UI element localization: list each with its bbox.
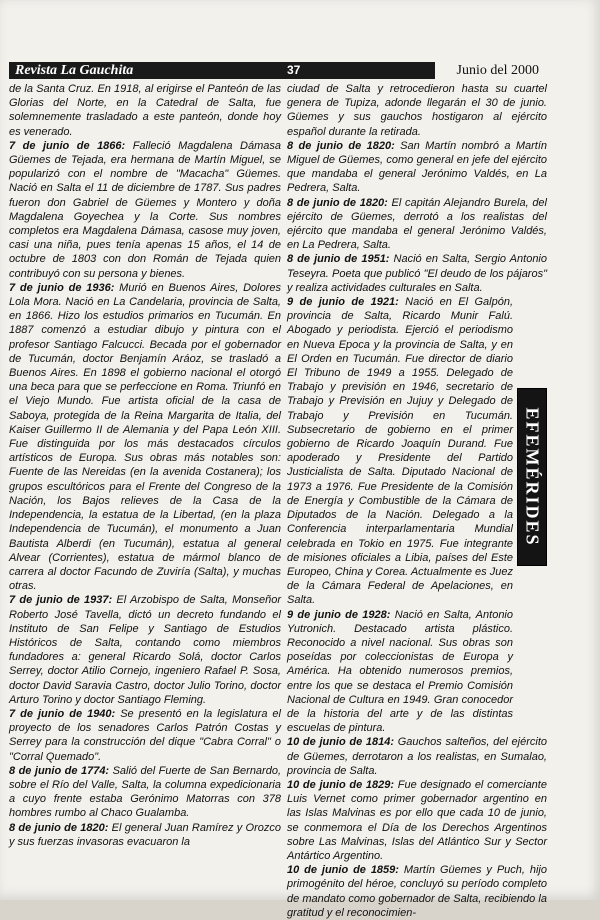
entry-date: 10 de junio de 1814: — [287, 736, 395, 749]
entry-date: 10 de junio de 1829: — [287, 778, 395, 791]
efemeride-entry — [287, 196, 547, 253]
entry-text: Falleció Magdalena Dámasa Güemes de Tejada, era hermana de Martín Miguel, se popularizó con el nombre de "Macacha" Güemes. Nació en Salta el 11 de diciembre de 1787. Sus padres fueron don Gabriel de Güemes y Montero y doña Magdalena Goyechea y la Corte. Sus nombres completos era Magdalena Dámasa, casose muy joven, casi una niña, pues tenía apenas 15 años, el 14 de octubre de 1803 con don Román de Tejada quien contribuyó con su persona y bienes. — [9, 139, 281, 280]
entry-date: 8 de junio de 1774: — [9, 764, 110, 777]
entry-text: Salió del Fuerte de San Bernardo, sobre el Río del Valle, Salta, la columna expedicionaria a cuyo frente estaba Gerónimo Matorras con 378 hombres rumbo al Chaco Gualamba. — [9, 764, 282, 820]
entry-date: 7 de junio de 1936: — [9, 281, 115, 294]
efemeride-entry — [9, 281, 281, 593]
entry-date: 9 de junio de 1928: — [287, 608, 391, 621]
entry-text: Fue designado el comerciante Luis Vernet como primer gobernador argentino en las Islas Malvinas es por ello que cada 10 de junio, se conmemora el Día de los Derechos Argentinos sobre Las Malvinas, Islas del Atlántico Sur y Sector Antártico Argentino. — [287, 778, 547, 862]
entry-text: Nació en Salta, Antonio Yutronich. Destacado artista plástico. Reconocido a nivel nacional. Sus obras son poseídas por coleccionistas de Europa y América. Ha obtenido numerosos premios, entre los que se destaca el Premio Comisión Nacional de Cultura en 1949. Gran conocedor de la historia del arte y de las distintas escuelas de pintura. — [287, 608, 513, 735]
entry-text: Nació en Salta, Sergio Antonio Teseyra. Poeta que publicó "El deudo de los pájaros" y realiza actividades culturales en Salta. — [287, 253, 547, 294]
entry-date: 7 de junio de 1937: — [9, 594, 113, 607]
entry-text: ciudad de Salta y retrocedieron hasta su cuartel genera de Tupiza, adonde llegarán el 30 de junio. Güemes y sus gauchos hostigaron al ejército español durante la retirada. — [287, 83, 547, 138]
left-column — [9, 82, 281, 852]
section-tab — [517, 388, 547, 566]
entry-text: El Arzobispo de Salta, Monseñor Roberto José Tavella, dictó un decreto fundando el Instituto de San Felipe y Santiago de Estudios Históricos de Salta, contando como miembros fundadores a: general Ricardo Solá, doctor Carlos Serrey, doctor Atilio Cornejo, ingeniero Rafael P. Sosa, doctor David Saravia Castro, doctor Julio Torino, doctor Arturo Torino y doctor Santiago Fleming. — [9, 594, 281, 706]
efemeride-entry — [287, 735, 547, 778]
entry-date: 8 de junio de 1820: — [9, 821, 109, 834]
entry-text: San Martín nombró a Martín Miguel de Güemes, como general en jefe del ejército que mandaba el general Jerónimo Valdés, en La Pedrera, Salta. — [287, 139, 547, 195]
efemeride-entry — [287, 82, 547, 139]
entry-date: 10 de junio de 1859: — [287, 864, 399, 877]
efemeride-entry — [287, 139, 547, 196]
efemeride-entry — [9, 593, 281, 707]
section-tab-label: EFEMÉRIDES — [522, 407, 543, 547]
page-number: 37 — [287, 63, 301, 77]
efemeride-entry — [9, 82, 281, 139]
entry-date: 7 de junio de 1866: — [9, 139, 126, 152]
efemeride-entry — [9, 139, 281, 281]
issue-date: Junio del 2000 — [435, 62, 543, 79]
entry-date: 8 de junio de 1820: — [287, 196, 388, 209]
efemeride-entry — [9, 821, 281, 849]
entry-text: de la Santa Cruz. En 1918, al erigirse el Panteón de las Glorias del Norte, en la Catedral de Salta, fue solemnemente trasladado a este panteón, donde hoy es venerado. — [9, 83, 281, 138]
entry-date: 9 de junio de 1921: — [287, 296, 399, 309]
efemeride-entry — [287, 778, 547, 863]
entry-date: 8 de junio de 1951: — [287, 253, 390, 266]
efemeride-entry — [287, 252, 547, 295]
efemeride-entry — [9, 764, 281, 821]
entry-text: Gauchos salteños, del ejército de Güemes, derrotaron a los realistas, en Sumalao, provincia de Salta. — [287, 736, 547, 777]
entry-date: 8 de junio de 1820: — [287, 139, 395, 152]
efemeride-entry — [9, 707, 281, 764]
magazine-title: Revista La Gauchita — [15, 63, 134, 78]
efemeride-entry — [287, 608, 513, 736]
page-header — [9, 62, 543, 79]
entry-text: Nació en El Galpón, provincia de Salta, Ricardo Munir Falú. Abogado y periodista. Ejerció el periodismo en Nueva Epoca y la provincia de Salta, y en El Orden en Tucumán. Fue director de diario El Tribuno de 1949 a 1955. Delegado de Trabajo y previsión en 1946, secretario de Trabajo y Previsión en Jujuy y Delegado de Trabajo y Previsión en Tucumán. Subsecretario de gobierno en el primer gobierno de Ricardo Joaquín Durand. Fue apoderado y Presidente del Partido Justicialista de Salta. Diputado Nacional de 1973 a 1976. Fue Presidente de la Comisión de Energía y Combustible de la Cámara de Diputados de la Nación. Delegado a la Conferencia interparlamentaria Mundial celebrada en Tokio en 1975. Fue integrante de misiones oficiales a Libia, países del Este Europeo, China y Corea. Actualmente es Juez de la Cámara Federal de Apelaciones, en Salta. — [287, 296, 513, 607]
entry-date: 7 de junio de 1940: — [9, 707, 116, 720]
entry-text: Se presentó en la legislatura el proyecto de los senadores Carlos Patrón Costas y Serrey para la construcción del dique "Cabra Corral" o "Corral Quemado". — [9, 707, 281, 763]
entry-text: Martín Güemes y Puch, hijo primogénito del héroe, concluyó su período completo de mandato como gobernador de Salta, recibiendo la gratitud y el reconocimien- — [287, 864, 547, 919]
entry-text: El capitán Alejandro Burela, del ejército de Güemes, derrotó a los realistas del ejército que mandaba el general Jerónimo Valdés, en La Pedrera, Salta. — [287, 196, 547, 252]
efemeride-entry — [287, 863, 547, 920]
efemeride-entry — [287, 295, 513, 607]
entry-text: Murió en Buenos Aires, Dolores Lola Mora. Nació en La Candelaria, provincia de Salta, en 1866. Hizo los estudios primarios en Tucumán. En 1887 comenzó a estudiar dibujo y pintura con el profesor Santiago Falcucci. Becada por el gobernador de Tucumán, doctor Benjamín Aráoz, se trasladó a Buenos Aires. En 1898 el gobierno nacional el otorgó una beca para que se perfeccione en Roma. Triunfó en el Viejo Mundo. Fue artista oficial de la casa de Saboya, protegida de la Reina Margarita de Italia, del Kaiser Guillermo II de Alemania y del Papa León XIII. Fue distinguida por los más destacados círculos artísticos de Europa. Sus obras más notables son: Fuente de las Nereidas (en la avenida Costanera); los grupos escultóricos para el Frente del Congreso de la Nación, los Bajos relieves de la Casa de la Independencia, la estatua de la Libertad, (en la plaza Independencia de Tucumán), el monumento a Juan Bautista Alberdi (en Tucumán), estatua al general Alvear (Corrientes), estatua de mármol blanco de carrera al doctor Facundo de Zuviría (Salta), y muchas otras. — [9, 281, 281, 593]
right-column — [287, 82, 547, 919]
entry-text: El general Juan Ramírez y Orozco y sus fuerzas invasoras evacuaron la — [9, 821, 282, 848]
